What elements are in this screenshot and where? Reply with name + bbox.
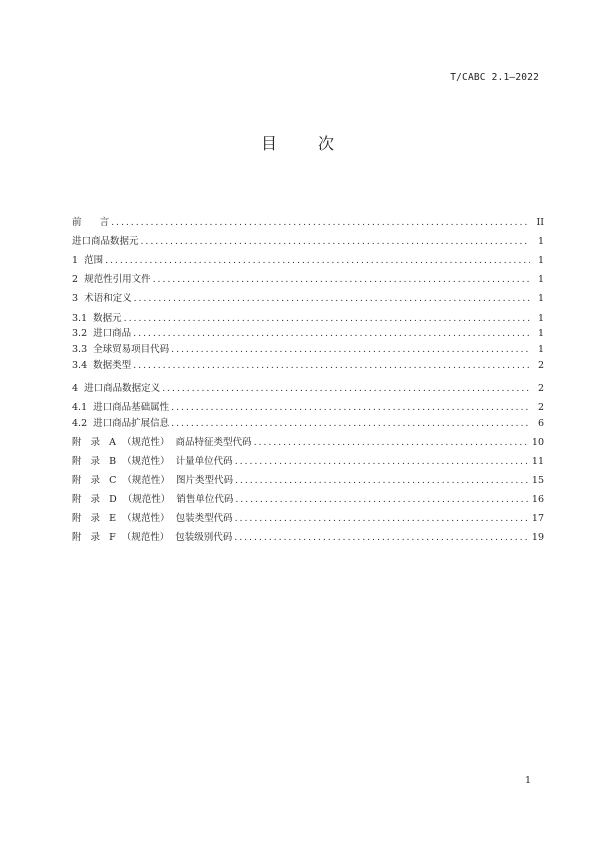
toc-entry-3-4[interactable] [72, 356, 544, 372]
toc-entry-label: 2 规范性引用文件 [72, 274, 151, 285]
toc-leader-dots [141, 236, 530, 248]
toc-entry-page: 1 [537, 312, 544, 324]
toc-entry-normative-references[interactable] [72, 267, 544, 286]
toc-entry-appendix-a[interactable] [72, 430, 544, 449]
toc-entry-appendix-d[interactable] [72, 487, 544, 506]
toc-entry-page: 17 [531, 513, 544, 525]
toc-entry-scope[interactable] [72, 248, 544, 267]
toc-entry-3-3[interactable] [72, 340, 544, 356]
toc-leader-dots [171, 402, 530, 414]
toc-leader-dots [133, 328, 530, 340]
toc-entry-foreword[interactable] [72, 210, 544, 229]
toc-entry-page: 1 [537, 274, 544, 285]
toc-leader-dots [171, 418, 530, 430]
toc-entry-page: 11 [531, 456, 544, 468]
toc-entry-data-definition[interactable] [72, 376, 544, 395]
toc-entry-4-2[interactable] [72, 414, 544, 430]
toc-entry-page: 1 [537, 293, 544, 304]
toc-entry-page: 1 [537, 236, 544, 247]
toc-entry-label: 3.2 进口商品 [72, 328, 132, 340]
toc-entry-label: 3.4 数据类型 [72, 359, 132, 371]
page-number: 1 [524, 775, 531, 786]
toc-leader-dots [254, 437, 528, 449]
toc-entry-label: 4 进口商品数据定义 [72, 382, 161, 394]
toc-leader-dots [235, 513, 528, 525]
toc-entry-appendix-c[interactable] [72, 468, 544, 487]
toc-leader-dots [234, 532, 528, 544]
toc-title: 目 次 [260, 134, 353, 153]
toc-entry-3-1[interactable] [72, 309, 544, 325]
toc-entry-page: 2 [537, 359, 544, 371]
toc-entry-label: 3 术语和定义 [72, 293, 132, 304]
toc-entry-4-1[interactable] [72, 399, 544, 415]
toc-entry-appendix-f[interactable] [72, 525, 544, 544]
toc-entry-page: II [536, 217, 544, 228]
toc-leader-dots [235, 475, 528, 487]
toc-entry-label: 进口商品数据元 [72, 236, 139, 247]
toc-entry-label: 附 录 C （规范性） 图片类型代码 [72, 475, 233, 487]
toc-leader-dots [235, 494, 528, 506]
toc-leader-dots [124, 313, 530, 325]
toc-leader-dots [153, 274, 530, 286]
toc-entry-page: 15 [531, 475, 544, 487]
toc-entry-label: 附 录 B （规范性） 计量单位代码 [72, 456, 233, 468]
toc-entry-label: 4.2 进口商品扩展信息 [72, 418, 170, 430]
toc-entry-appendix-b[interactable] [72, 449, 544, 468]
toc-entry-label: 附 录 A （规范性） 商品特征类型代码 [72, 437, 252, 449]
toc-entry-label: 前 言 [72, 217, 110, 228]
toc-leader-dots [162, 383, 530, 395]
toc-leader-dots [105, 255, 530, 267]
toc-leader-dots [134, 293, 530, 305]
toc-entry-label: 附 录 E （规范性） 包装类型代码 [72, 513, 233, 525]
toc-entry-page: 19 [531, 532, 544, 544]
toc-leader-dots [235, 456, 528, 468]
toc-entry-3-2[interactable] [72, 325, 544, 341]
toc-entry-page: 1 [537, 328, 544, 340]
toc-leader-dots [111, 217, 530, 229]
toc-leader-dots [133, 360, 530, 372]
toc-entry-page: 2 [537, 382, 544, 394]
toc-entry-data-elements[interactable] [72, 229, 544, 248]
toc-entry-label: 3.3 全球贸易项目代码 [72, 344, 170, 356]
toc-entry-page: 6 [537, 418, 544, 430]
toc-entry-page: 2 [537, 402, 544, 414]
toc-entry-page: 10 [531, 437, 544, 449]
standard-code: T/CABC 2.1—2022 [450, 72, 539, 83]
table-of-contents [72, 210, 544, 544]
toc-leader-dots [171, 344, 530, 356]
toc-entry-appendix-e[interactable] [72, 506, 544, 525]
toc-entry-label: 1 范围 [72, 255, 104, 266]
toc-entry-label: 附 录 D （规范性） 销售单位代码 [72, 494, 234, 506]
toc-entry-page: 1 [537, 344, 544, 356]
toc-entry-label: 3.1 数据元 [72, 312, 122, 324]
toc-entry-page: 1 [537, 255, 544, 266]
toc-entry-label: 4.1 进口商品基础属性 [72, 402, 170, 414]
toc-entry-label: 附 录 F （规范性） 包装级别代码 [72, 532, 233, 544]
toc-entry-page: 16 [531, 494, 544, 506]
toc-entry-terms-definitions[interactable] [72, 286, 544, 305]
